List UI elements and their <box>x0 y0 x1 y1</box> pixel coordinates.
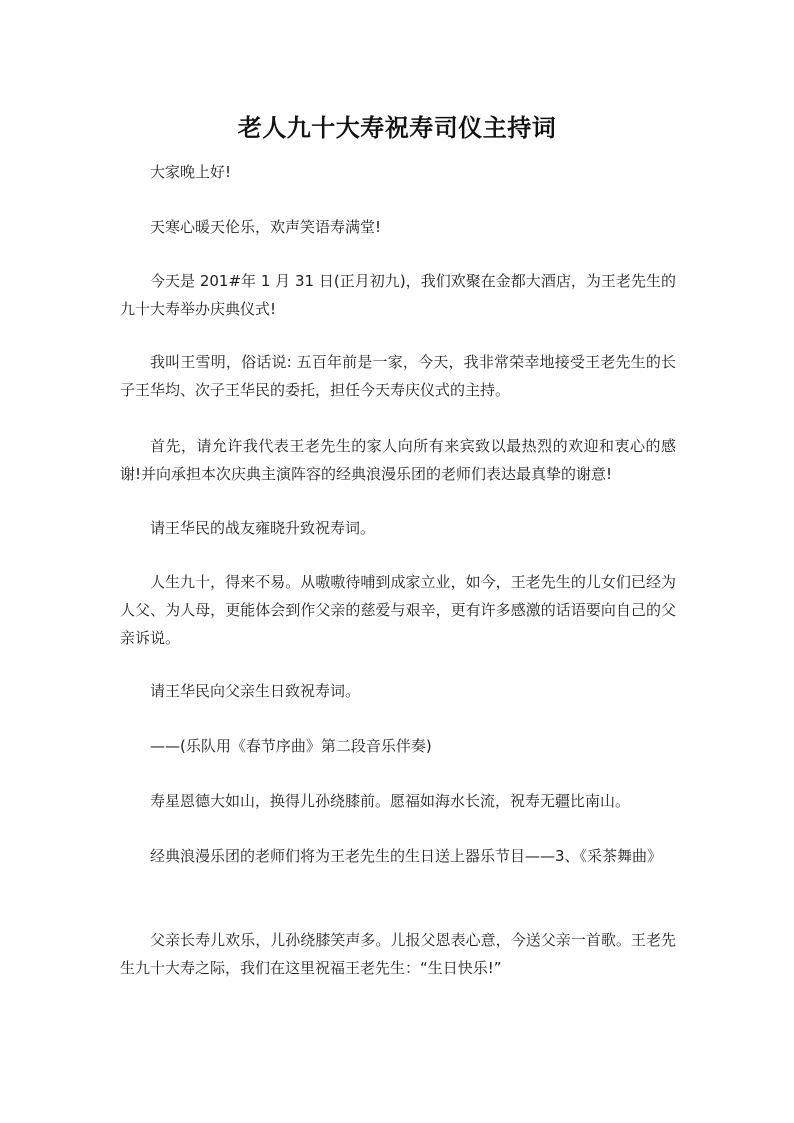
paragraph-birthday-wish: 父亲长寿儿欢乐，儿孙绕膝笑声多。儿报父恩表心意，今送父亲一首歌。王老先生九十大寿之际，我们在这里祝福王老先生：“生日快乐!” <box>120 931 676 977</box>
paragraph-date-venue: 今天是 201#年 1 月 31 日(正月初九)，我们欢聚在金都大酒店，为王老先生的九十大寿举办庆典仪式! <box>120 272 676 318</box>
paragraph-greeting: 大家晚上好! <box>150 163 232 181</box>
paragraph-blessing-couplet: 寿星恩德大如山，换得儿孙绕膝前。愿福如海水长流，祝寿无疆比南山。 <box>150 792 631 810</box>
document-title: 老人九十大寿祝寿司仪主持词 <box>237 114 557 142</box>
paragraph-host-intro: 我叫王雪明，俗话说: 五百年前是一家，今天，我非常荣幸地接受王老先生的长子王华均、次子王华民的委托，担任今天寿庆仪式的主持。 <box>120 353 676 399</box>
paragraph-comrade-speech: 请王华民的战友雍晓升致祝寿词。 <box>150 519 376 537</box>
paragraph-couplet: 天寒心暖天伦乐，欢声笑语寿满堂! <box>150 218 382 236</box>
paragraph-son-speech: 请王华民向父亲生日致祝寿词。 <box>150 682 361 700</box>
paragraph-life-ninety: 人生九十，得来不易。从嗷嗷待哺到成家立业，如今，王老先生的儿女们已经为人父、为人母，更能体会到作父亲的慈爱与艰辛，更有许多感激的话语要向自己的父亲诉说。 <box>120 573 676 647</box>
paragraph-music-program: 经典浪漫乐团的老师们将为王老先生的生日送上器乐节目——3、《采茶舞曲》 <box>150 847 663 865</box>
paragraph-welcome-thanks: 首先，请允许我代表王老先生的家人向所有来宾致以最热烈的欢迎和衷心的感谢!并向承担本次庆典主演阵容的经典浪漫乐团的老师们表达最真挚的谢意! <box>120 437 676 483</box>
paragraph-band-music: ——(乐队用《春节序曲》第二段音乐伴奏) <box>150 737 432 755</box>
